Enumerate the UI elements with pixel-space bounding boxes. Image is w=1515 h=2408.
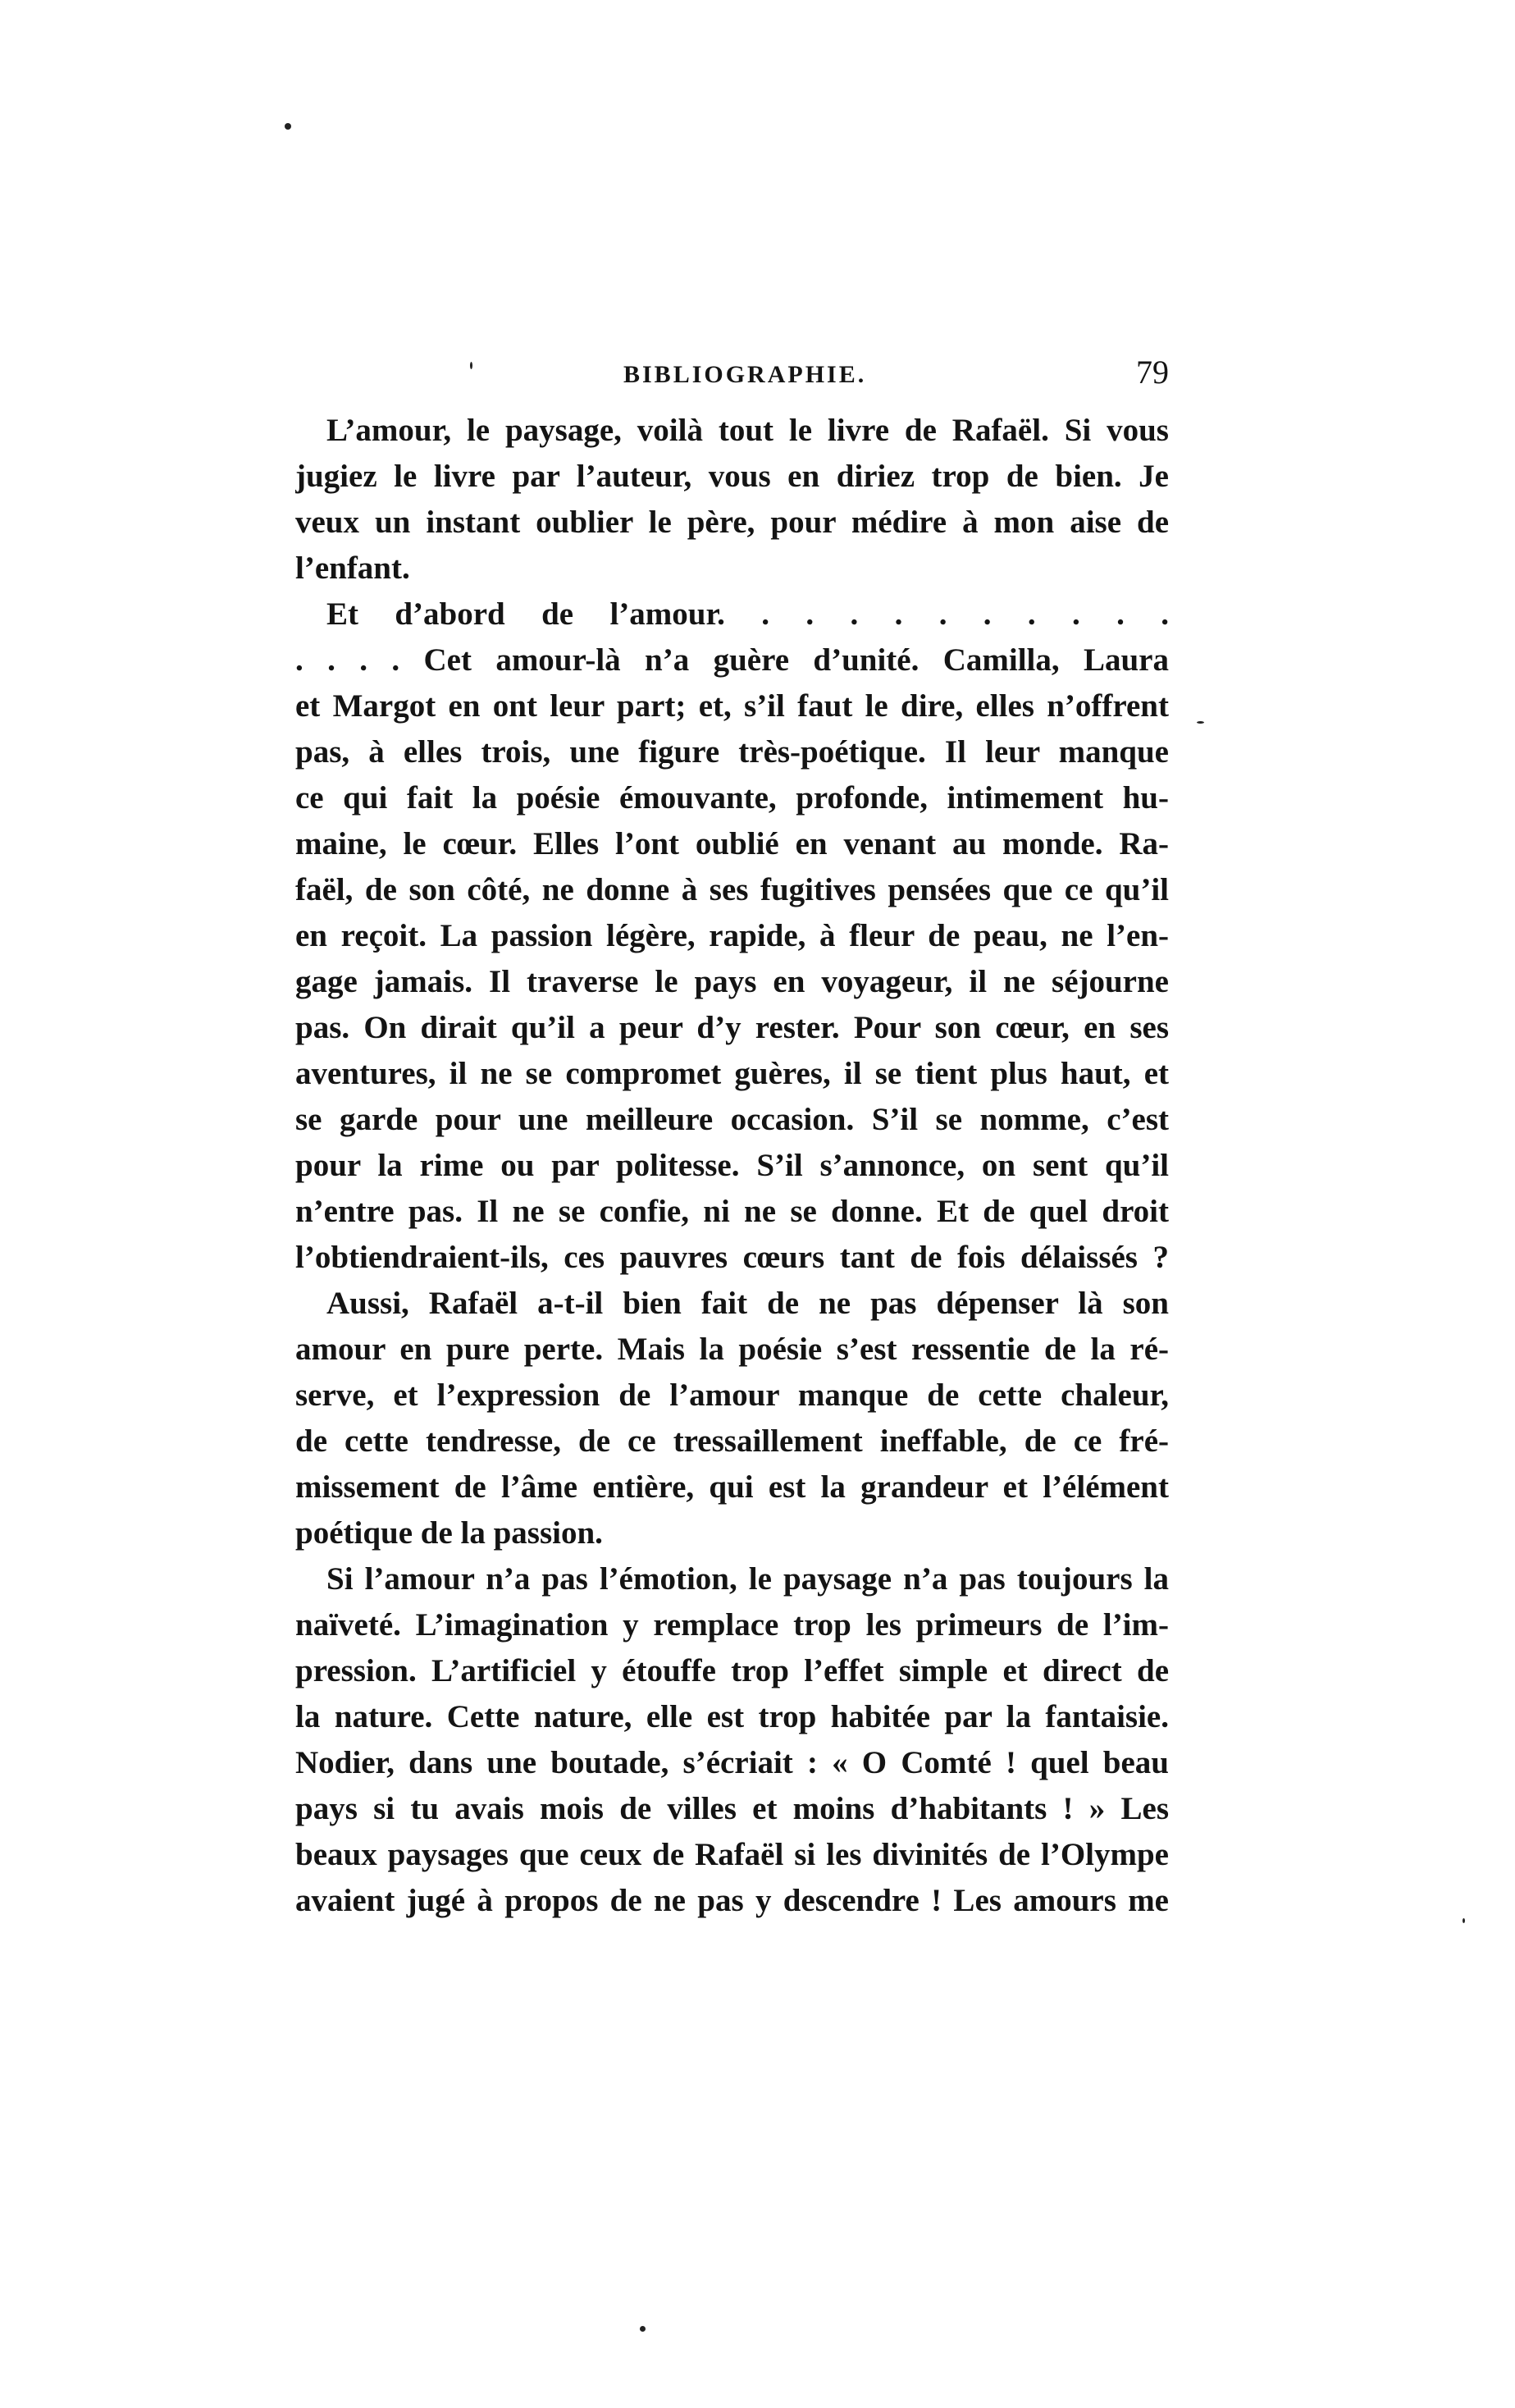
- ink-speck: [1463, 1918, 1465, 1923]
- text-line: amour en pure perte. Mais la poésie s’est ressentie de la ré-: [295, 1332, 1169, 1367]
- text-line: se garde pour une meilleure occasion. S’il se nomme, c’est: [295, 1102, 1169, 1137]
- text-line: Et d’abord de l’amour. . . . . . . . . . .: [326, 596, 1169, 632]
- text-line: avaient jugé à propos de ne pas y descendre ! Les amours me: [295, 1883, 1169, 1918]
- text-line: gage jamais. Il traverse le pays en voyageur, il ne séjourne: [295, 964, 1169, 999]
- ink-speck: [285, 123, 291, 130]
- text-line: et Margot en ont leur part; et, s’il faut le dire, elles n’offrent: [295, 688, 1169, 724]
- text-line: aventures, il ne se compromet guères, il se tient plus haut, et: [295, 1056, 1169, 1091]
- text-line: n’entre pas. Il ne se confie, ni ne se donne. Et de quel droit: [295, 1194, 1169, 1229]
- text-line: faël, de son côté, ne donne à ses fugitives pensées que ce qu’il: [295, 872, 1169, 907]
- text-line: missement de l’âme entière, qui est la grandeur et l’élément: [295, 1469, 1169, 1505]
- text-line: serve, et l’expression de l’amour manque de cette chaleur,: [295, 1378, 1169, 1413]
- text-line: maine, le cœur. Elles l’ont oublié en venant au monde. Ra-: [295, 826, 1169, 861]
- ink-speck: [1197, 721, 1204, 724]
- text-line: Si l’amour n’a pas l’émotion, le paysage n’a pas toujours la: [326, 1561, 1169, 1597]
- text-line: veux un instant oublier le père, pour médire à mon aise de: [295, 505, 1169, 540]
- page-header: [295, 353, 1169, 402]
- text-line: pression. L’artificiel y étouffe trop l’effet simple et direct de: [295, 1653, 1169, 1688]
- text-line: Nodier, dans une boutade, s’écriait : « O Comté ! quel beau: [295, 1745, 1169, 1780]
- text-line: pays si tu avais mois de villes et moins d’habitants ! » Les: [295, 1791, 1169, 1826]
- text-line: ce qui fait la poésie émouvante, profonde, intimement hu-: [295, 780, 1169, 816]
- text-line: pas, à elles trois, une figure très-poétique. Il leur manque: [295, 734, 1169, 770]
- text-line: naïveté. L’imagination y remplace trop les primeurs de l’im-: [295, 1607, 1169, 1643]
- text-line: de cette tendresse, de ce tressaillement ineffable, de ce fré-: [295, 1423, 1169, 1459]
- text-line: poétique de la passion.: [295, 1515, 603, 1551]
- text-line: . . . . Cet amour-là n’a guère d’unité. Camilla, Laura: [295, 642, 1169, 678]
- text-line: L’amour, le paysage, voilà tout le livre de Rafaël. Si vous: [326, 413, 1169, 448]
- text-line: en reçoit. La passion légère, rapide, à fleur de peau, ne l’en-: [295, 918, 1169, 953]
- page-number: 79: [1136, 354, 1169, 391]
- text-line: pas. On dirait qu’il a peur d’y rester. Pour son cœur, en ses: [295, 1010, 1169, 1045]
- running-head: BIBLIOGRAPHIE.: [623, 361, 867, 388]
- text-line: la nature. Cette nature, elle est trop habitée par la fantaisie.: [295, 1699, 1169, 1734]
- text-line: Aussi, Rafaël a-t-il bien fait de ne pas dépenser là son: [326, 1286, 1169, 1321]
- text-line: pour la rime ou par politesse. S’il s’annonce, on sent qu’il: [295, 1148, 1169, 1183]
- text-line: l’enfant.: [295, 551, 410, 586]
- text-line: jugiez le livre par l’auteur, vous en diriez trop de bien. Je: [295, 459, 1169, 494]
- text-line: l’obtiendraient-ils, ces pauvres cœurs tant de fois délaissés ?: [295, 1240, 1169, 1275]
- ink-speck: [640, 2326, 646, 2332]
- text-line: beaux paysages que ceux de Rafaël si les divinités de l’Olympe: [295, 1837, 1169, 1872]
